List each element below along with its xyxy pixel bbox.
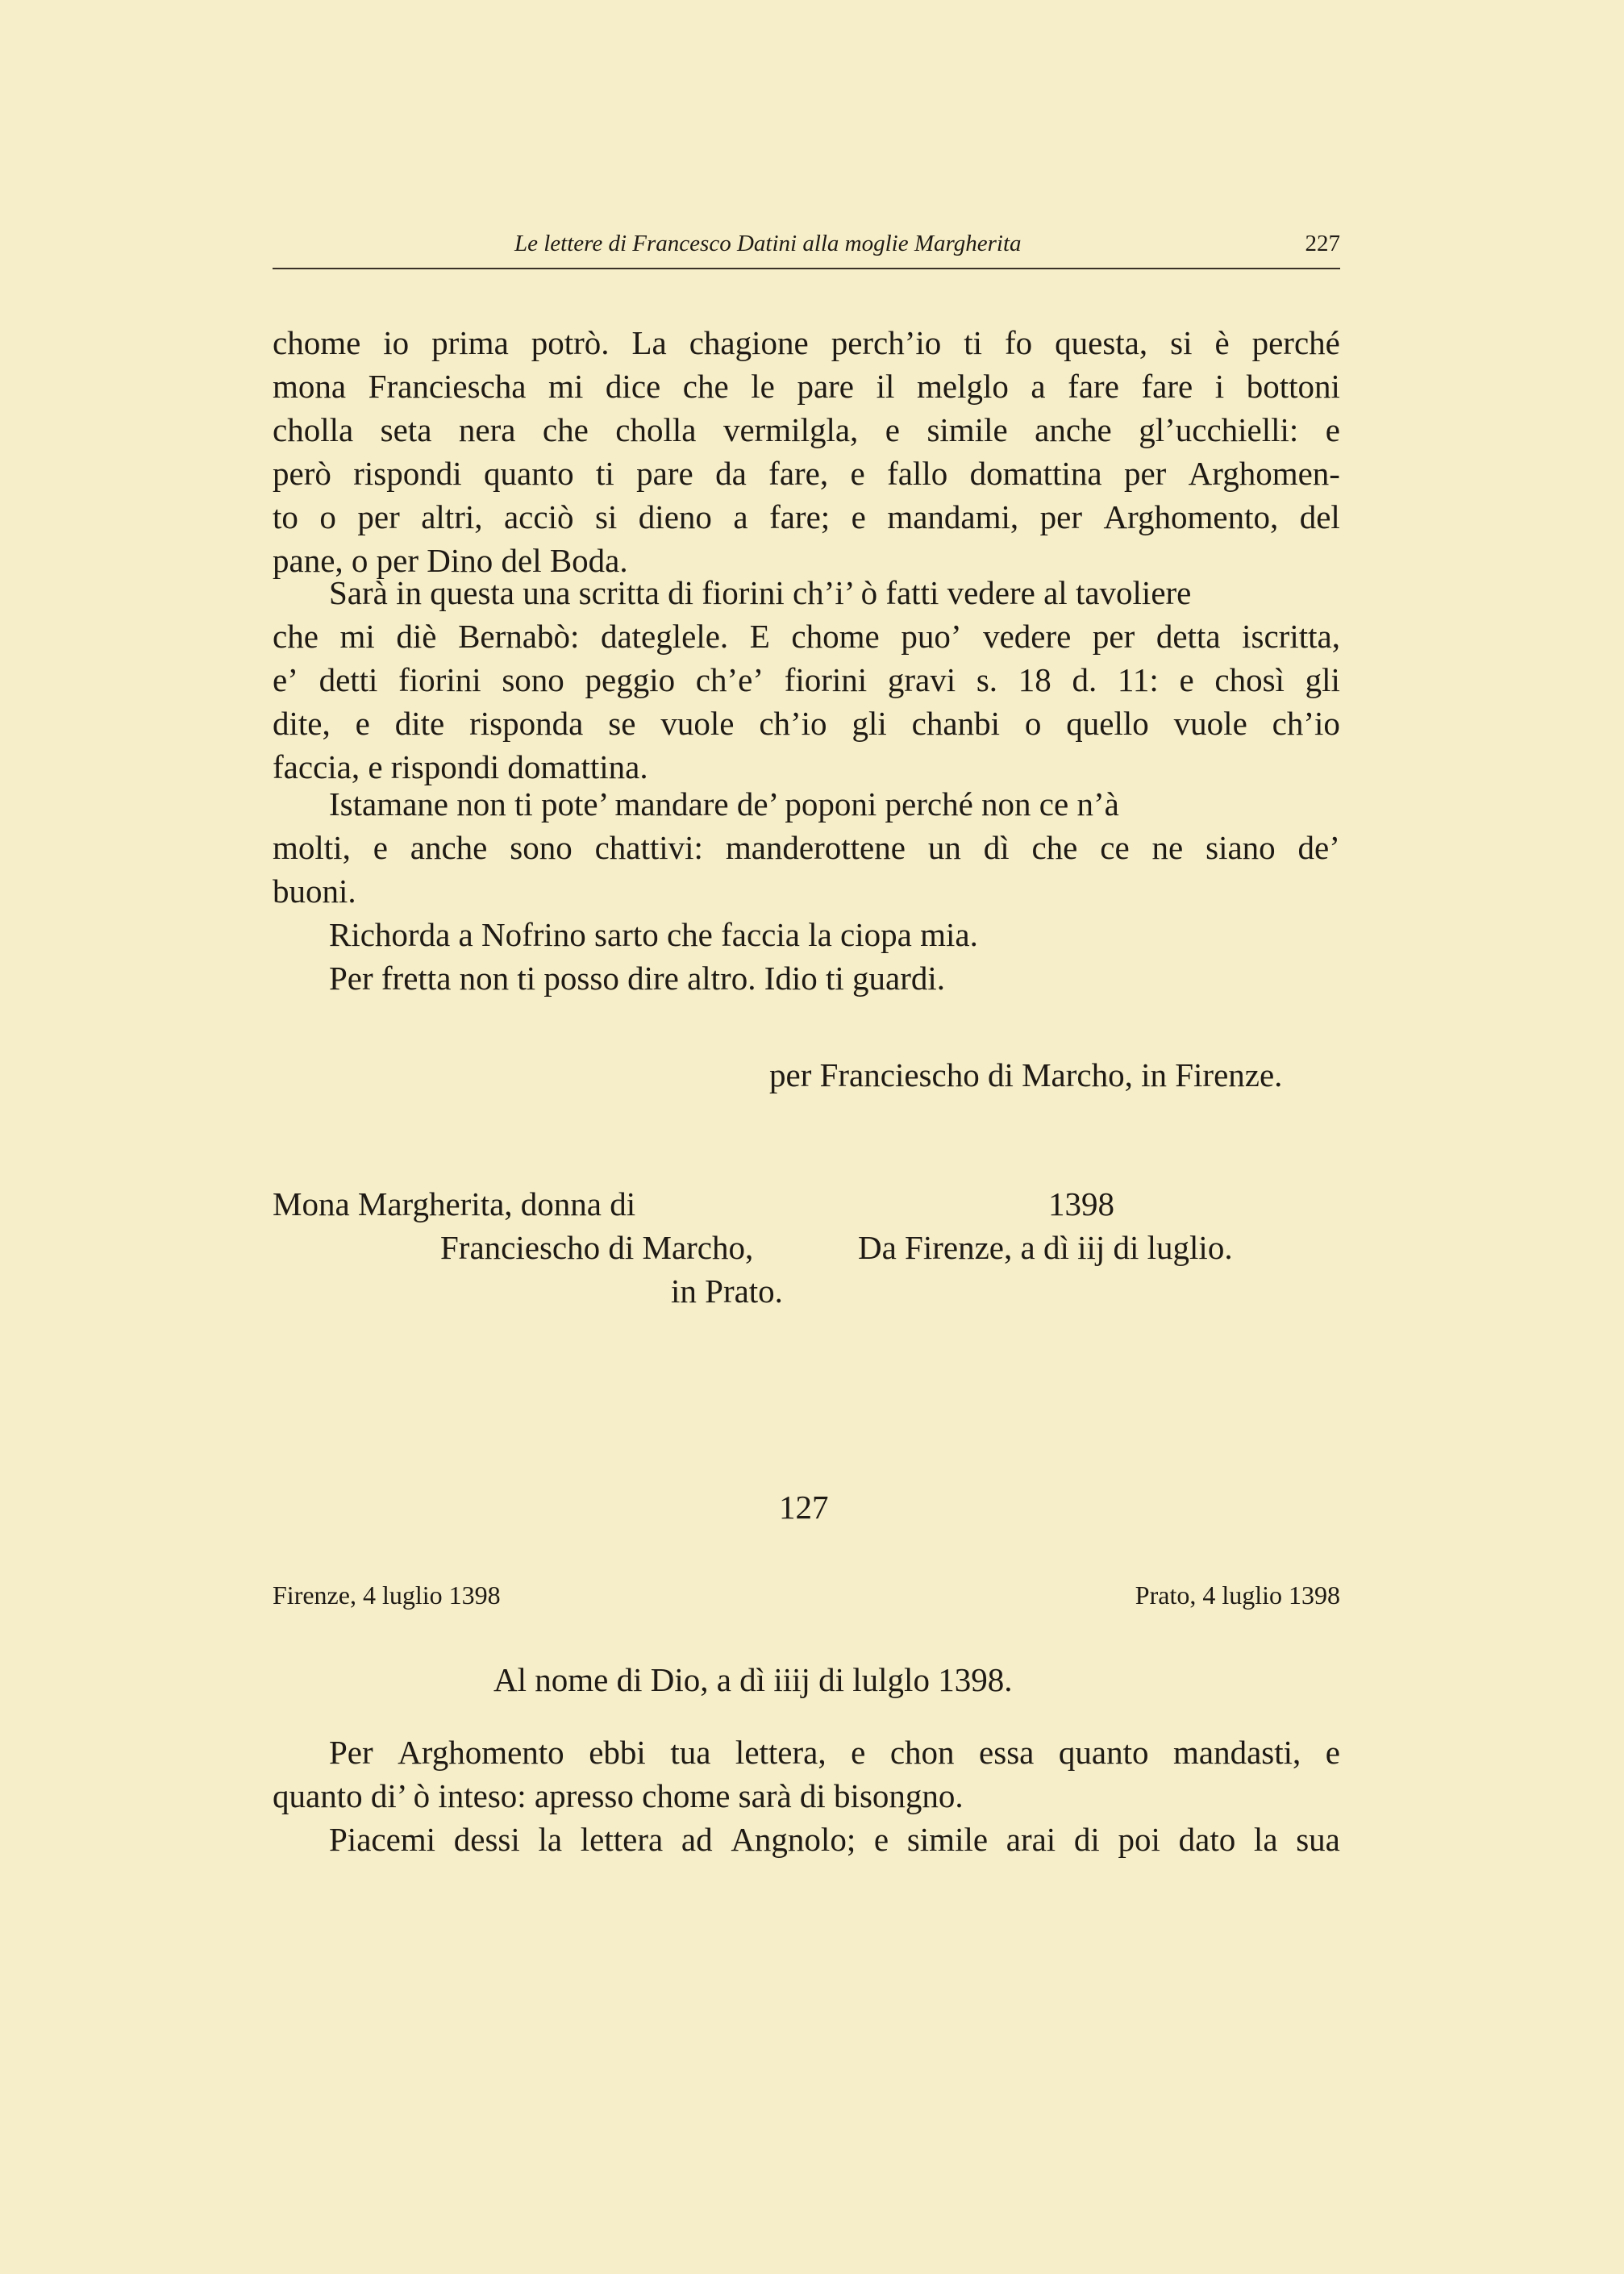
address-line-3: in Prato. bbox=[671, 1272, 783, 1310]
annotation-origin: Da Firenze, a dì iij di luglio. bbox=[858, 1229, 1233, 1266]
text-line: Istamane non ti pote’ mandare de’ poponi perché non ce n’à bbox=[329, 785, 1119, 823]
text-line: però rispondi quanto ti pare da fare, e fallo domattina per Arghomen- bbox=[273, 455, 1340, 492]
text-line: molti, e anche sono chattivi: manderottene un dì che ce ne siano de’ bbox=[273, 829, 1340, 866]
running-title: Le lettere di Francesco Datini alla moglie Margherita bbox=[514, 231, 1022, 256]
text-line: che mi diè Bernabò: dateglele. E chome puo’ vedere per detta iscritta, bbox=[273, 618, 1340, 655]
text-line: Richorda a Nofrino sarto che faccia la ciopa mia. bbox=[329, 916, 978, 953]
paragraph-4 bbox=[273, 913, 1340, 1000]
page-number: 227 bbox=[1305, 231, 1340, 256]
text-line: Piacemi dessi la lettera ad Angnolo; e simile arai di poi dato la sua bbox=[329, 1821, 1340, 1858]
signature: per Franciescho di Marcho, in Firenze. bbox=[769, 1056, 1283, 1093]
paragraph-3 bbox=[273, 782, 1340, 913]
address-line-1: Mona Margherita, donna di bbox=[273, 1185, 636, 1222]
text-line: mona Franciescha mi dice che le pare il melglo a fare fare i bottoni bbox=[273, 368, 1340, 405]
letter-127-body bbox=[273, 1730, 1340, 1861]
annotation-year: 1398 bbox=[1048, 1185, 1114, 1222]
text-line: chome io prima potrò. La chagione perch’io ti fo questa, si è perché bbox=[273, 324, 1340, 361]
text-line: faccia, e rispondi domattina. bbox=[273, 748, 648, 785]
running-header bbox=[273, 227, 1340, 269]
text-line: quanto di’ ò inteso: apresso chome sarà di bisongno. bbox=[273, 1777, 964, 1814]
text-line: cholla seta nera che cholla vermilgla, e simile anche gl’ucchielli: e bbox=[273, 411, 1340, 448]
text-line: buoni. bbox=[273, 873, 356, 910]
text-line: Per fretta non ti posso dire altro. Idio ti guardi. bbox=[329, 960, 946, 997]
sent-from: Firenze, 4 luglio 1398 bbox=[273, 1581, 501, 1610]
invocation: Al nome di Dio, a dì iiij di lulglo 1398. bbox=[493, 1661, 1013, 1698]
address-line-2: Franciescho di Marcho, bbox=[440, 1229, 754, 1266]
text-line: e’ detti fiorini sono peggio ch’e’ fiorini gravi s. 18 d. 11: e chosì gli bbox=[273, 661, 1340, 698]
paragraph-1 bbox=[273, 321, 1340, 582]
text-line: Per Arghomento ebbi tua lettera, e chon essa quanto mandasti, e bbox=[329, 1734, 1340, 1771]
paragraph-2 bbox=[273, 571, 1340, 789]
text-line: to o per altri, acciò si dieno a fare; e mandami, per Arghomento, del bbox=[273, 498, 1340, 535]
text-line: Sarà in questa una scritta di fiorini ch’i’ ò fatti vedere al tavoliere bbox=[329, 574, 1192, 611]
letter-number: 127 bbox=[779, 1489, 829, 1526]
text-line: pane, o per Dino del Boda. bbox=[273, 542, 628, 579]
received-at: Prato, 4 luglio 1398 bbox=[1135, 1581, 1340, 1610]
text-line: dite, e dite risponda se vuole ch’io gli chanbi o quello vuole ch’io bbox=[273, 705, 1340, 742]
